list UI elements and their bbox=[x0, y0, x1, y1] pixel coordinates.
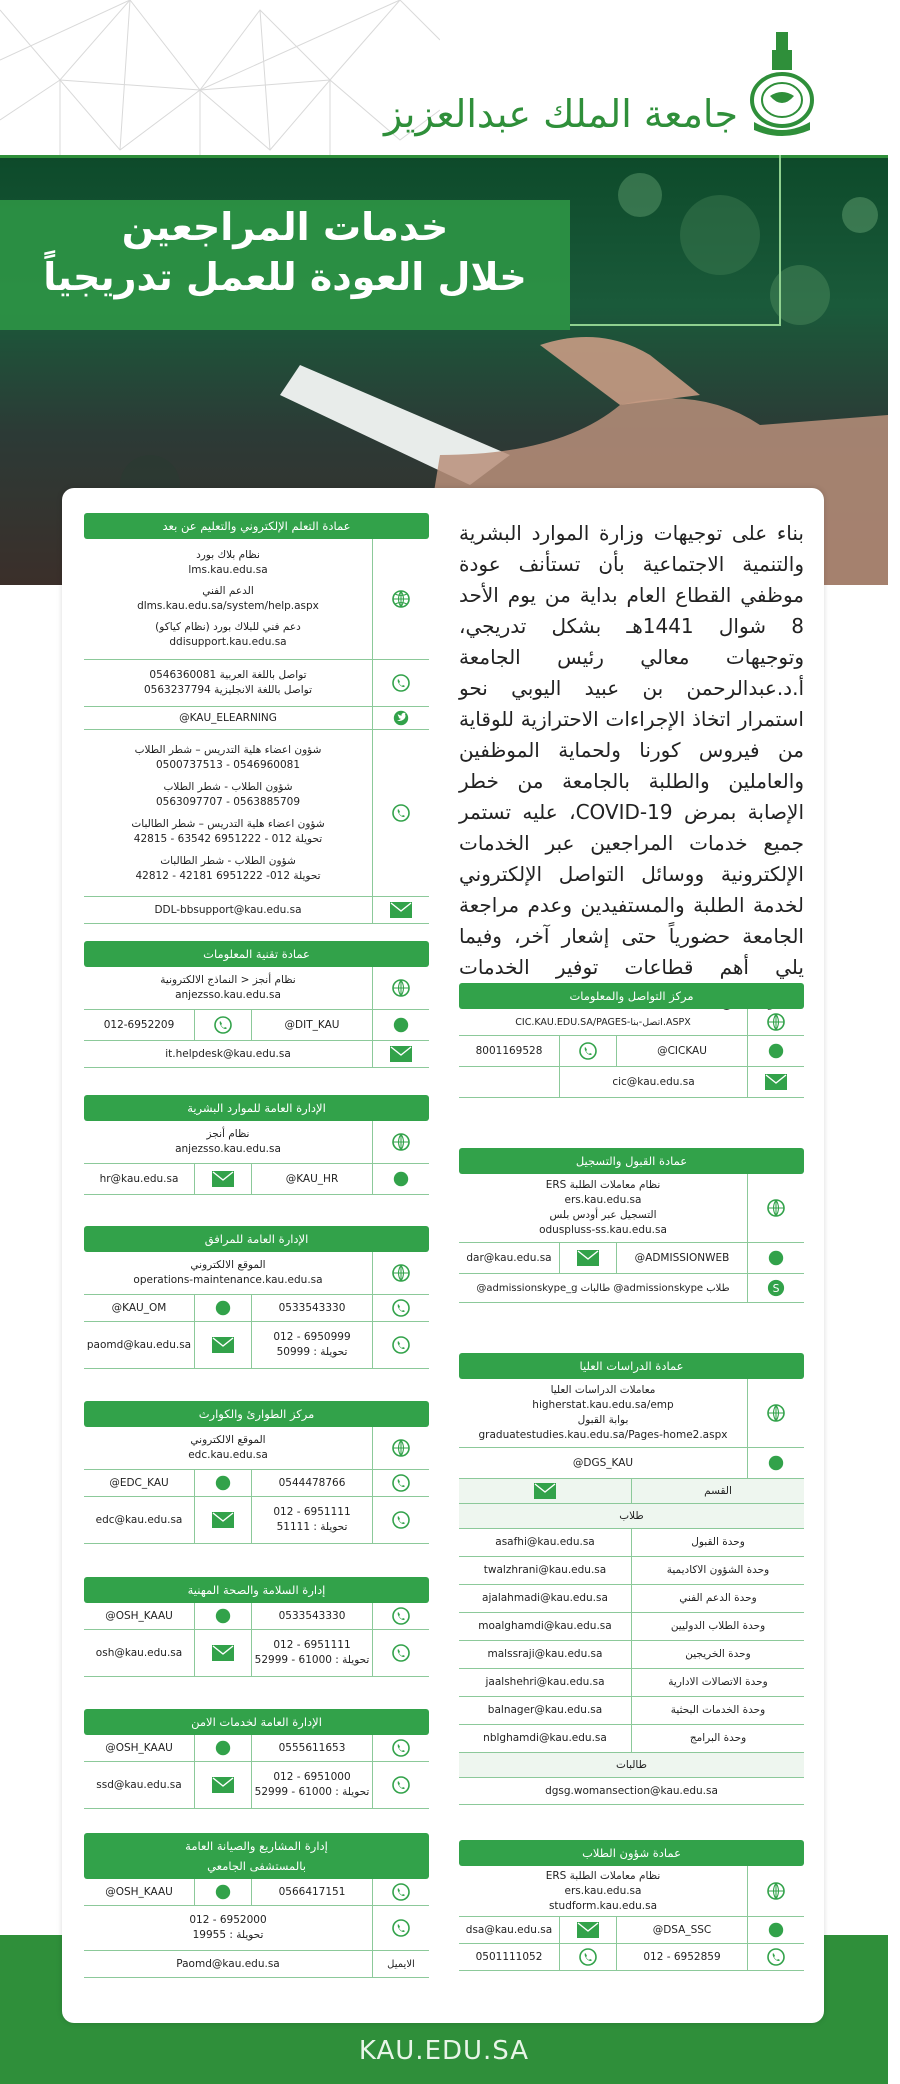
web-info bbox=[84, 1427, 372, 1469]
text-line: 0563237794 تواصل باللغة الانجليزية bbox=[143, 684, 313, 696]
hero-title-line2: خلال العودة للعمل تدريجياً bbox=[43, 255, 527, 299]
twitter-icon bbox=[194, 1295, 251, 1321]
link[interactable]: edc.kau.edu.sa bbox=[188, 1449, 268, 1461]
intro-paragraph: بناء على توجيهات وزارة الموارد البشرية والتنمية الاجتماعية بأن تستأنف عودة موظفي القطاع العام بداية من يوم الأحد 8 شوال 1441هـ بشكل تدريجي، وتوجيهات معالي رئيس الجامعة أ.د.عبدالرحمن بن عبيد اليوبي نحو استمرار اتخاذ الإجراءات الاحترازية للوقاية من فيروس كورنا ولحماية الموظفين والعاملين والطلبة بالجامعة من خطر الإصابة بمرض COVID-19، عليه تستمر جميع خدمات المراجعين عبر الخدمات الإلكترونية ووسائل التواصل الإلكتروني لخدمة الطلبة والمستفيدين وعدم مراجعة الجامعة حضورياً حتى إشعار آخر، وفيما يلي أهم قطاعات توفير الخدمات bbox=[459, 521, 804, 979]
text-line: 42812 - 42181 تحويلة 012- 6951222 bbox=[135, 869, 321, 882]
section-title bbox=[84, 1833, 429, 1879]
section-title: الإدارة العامة للمرافق bbox=[84, 1226, 429, 1252]
text-line: شؤون الطلاب - شطر الطالبات bbox=[160, 854, 296, 867]
email-link[interactable]: Paomd@kau.edu.sa bbox=[176, 1957, 280, 1970]
male-label: طلاب bbox=[459, 1504, 804, 1529]
web-info bbox=[84, 1252, 372, 1294]
globe-icon bbox=[747, 1174, 804, 1242]
phone-icon bbox=[372, 1762, 429, 1808]
email-link[interactable]: balnager@kau.edu.sa bbox=[487, 1704, 603, 1716]
twitter-handle[interactable]: @EDC_KAU bbox=[109, 1476, 169, 1489]
text-line: دعم فني للبلاك بورد (نظام كياكو) bbox=[155, 621, 301, 633]
mail-icon bbox=[372, 1041, 429, 1067]
phone-icon bbox=[372, 1906, 429, 1950]
web-info bbox=[459, 1174, 747, 1242]
text-line: تحويلة : 61000 - 52999 bbox=[254, 1654, 370, 1666]
text-line: الموقع الالكتروني bbox=[190, 1259, 266, 1271]
section-student-affairs bbox=[459, 1840, 804, 1971]
whatsapp-number[interactable]: 0501111052 bbox=[475, 1950, 543, 1963]
text-line: 012 - 6951111 bbox=[273, 1639, 351, 1651]
twitter-handle[interactable]: @KAU_OM bbox=[111, 1301, 167, 1314]
whatsapp-number[interactable]: 0555611653 bbox=[251, 1735, 372, 1761]
web-info bbox=[84, 539, 372, 659]
section-it bbox=[84, 941, 429, 1068]
table-row bbox=[459, 1557, 804, 1585]
globe-icon bbox=[747, 1379, 804, 1447]
phone-icon bbox=[372, 1322, 429, 1368]
web-info bbox=[459, 1379, 747, 1447]
whatsapp-icon bbox=[559, 1944, 616, 1970]
whatsapp-icon bbox=[372, 1295, 429, 1321]
section-title: عمادة القبول والتسجيل bbox=[459, 1148, 804, 1174]
link[interactable]: anjezsso.kau.edu.sa bbox=[175, 1143, 281, 1155]
geometric-pattern bbox=[0, 0, 440, 155]
twitter-icon bbox=[372, 1010, 429, 1040]
twitter-handle[interactable]: @DGS_KAU bbox=[572, 1456, 634, 1469]
empty-cell bbox=[459, 1067, 559, 1097]
web-info bbox=[84, 1121, 372, 1163]
section-title: عمادة التعلم الإلكتروني والتعليم عن بعد bbox=[84, 513, 429, 539]
title-line: إدارة المشاريع والصيانة العامة bbox=[185, 1839, 328, 1853]
text-line: تحويلة : 19955 bbox=[192, 1929, 264, 1941]
twitter-icon bbox=[194, 1879, 251, 1905]
email-link[interactable]: ajalahmadi@kau.edu.sa bbox=[482, 1592, 608, 1604]
dept-name: وحدة الخدمات البحثية bbox=[631, 1697, 804, 1724]
text-line: التسجيل عبر أودس بلس bbox=[549, 1209, 657, 1221]
mail-icon bbox=[194, 1762, 251, 1808]
whatsapp-icon bbox=[372, 1879, 429, 1905]
text-line: شؤون الطلاب - شطر الطلاب bbox=[163, 780, 293, 793]
phone-number[interactable]: 8001169528 bbox=[475, 1044, 543, 1057]
section-elearning bbox=[84, 513, 429, 924]
email-link[interactable]: ssd@kau.edu.sa bbox=[96, 1778, 182, 1791]
section-comm-center bbox=[459, 983, 804, 1098]
text-line: الدعم الفني bbox=[202, 585, 254, 597]
section-title: مركز الطوارئ والكوارث bbox=[84, 1401, 429, 1427]
text-line: 012 - 6951111 bbox=[273, 1506, 351, 1518]
email-link[interactable]: hr@kau.edu.sa bbox=[99, 1172, 179, 1185]
table-row bbox=[459, 1669, 804, 1697]
text-line: شؤون اعضاء هلية التدريس – شطر الطلاب bbox=[134, 743, 322, 756]
section-title: الإدارة العامة للموارد البشرية bbox=[84, 1095, 429, 1121]
table-row bbox=[459, 1725, 804, 1753]
globe-icon bbox=[372, 1121, 429, 1163]
text-line: نظام بلاك بورد bbox=[196, 549, 260, 561]
text-line: 012 - 6952000 bbox=[189, 1914, 267, 1926]
mail-icon bbox=[372, 897, 429, 923]
email-link[interactable]: jaalshehri@kau.edu.sa bbox=[485, 1676, 605, 1688]
skype-handles[interactable]: @admissionskype_g طالبات @admissionskype طلاب bbox=[476, 1282, 730, 1294]
twitter-icon bbox=[194, 1603, 251, 1629]
section-facilities bbox=[84, 1226, 429, 1369]
graduate-table bbox=[459, 1529, 804, 1753]
mail-icon bbox=[559, 1243, 616, 1273]
phone-info bbox=[251, 1630, 372, 1676]
table-row bbox=[459, 1697, 804, 1725]
text-line: ERS نظام معاملات الطلبة bbox=[545, 1179, 661, 1191]
whatsapp-icon bbox=[372, 660, 429, 706]
text-line: 0546360081 تواصل باللغة العربية bbox=[149, 669, 307, 681]
email-link[interactable]: moalghamdi@kau.edu.sa bbox=[478, 1620, 612, 1632]
phone-number[interactable]: 012 - 6952859 bbox=[616, 1944, 747, 1970]
whatsapp-icon bbox=[372, 1603, 429, 1629]
section-title: مركز التواصل والمعلومات bbox=[459, 983, 804, 1009]
web-info bbox=[84, 967, 372, 1009]
text-line: 012 - 6951000 bbox=[273, 1771, 351, 1783]
twitter-icon bbox=[747, 1917, 804, 1943]
web-link[interactable]: CIC.KAU.EDU.SA/PAGES-اتصل-بنا.ASPX bbox=[515, 1016, 691, 1028]
whatsapp-number[interactable]: 0533543330 bbox=[251, 1295, 372, 1321]
globe-icon bbox=[747, 1866, 804, 1916]
twitter-handle[interactable]: @DSA_SSC bbox=[616, 1917, 747, 1943]
link[interactable]: higherstat.kau.edu.sa/emp bbox=[532, 1399, 674, 1411]
text-line: نظام أنجز bbox=[206, 1128, 250, 1140]
link[interactable]: ers.kau.edu.sa bbox=[564, 1194, 642, 1206]
text-line: معاملات الدراسات العليا bbox=[550, 1384, 656, 1396]
text-line: تحويلة : 51111 bbox=[276, 1521, 348, 1533]
female-label: طالبات bbox=[459, 1753, 804, 1778]
email-link[interactable]: dgsg.womansection@kau.edu.sa bbox=[545, 1784, 718, 1797]
twitter-handle[interactable]: @DIT_KAU bbox=[251, 1010, 372, 1040]
mail-icon bbox=[747, 1067, 804, 1097]
text-line: 0563097707 - 0563885709 bbox=[155, 795, 301, 808]
dept-header: القسم bbox=[631, 1479, 804, 1503]
phone-icon bbox=[372, 1630, 429, 1676]
twitter-icon bbox=[747, 1448, 804, 1478]
mail-icon bbox=[194, 1164, 251, 1194]
email-link[interactable]: edc@kau.edu.sa bbox=[95, 1513, 183, 1526]
twitter-handle[interactable]: @OSH_KAAU bbox=[105, 1741, 173, 1754]
phone-icon bbox=[747, 1944, 804, 1970]
section-title: عمادة تقنية المعلومات bbox=[84, 941, 429, 967]
twitter-handle[interactable]: @OSH_KAAU bbox=[105, 1609, 173, 1622]
globe-icon bbox=[372, 967, 429, 1009]
text-line: الموقع الالكتروني bbox=[190, 1434, 266, 1446]
whatsapp-number[interactable]: 0533543330 bbox=[251, 1603, 372, 1629]
footer-site[interactable]: KAU.EDU.SA bbox=[358, 2036, 530, 2066]
text-line: شؤون اعضاء هلية التدريس – شطر الطالبات bbox=[131, 817, 325, 830]
hero-title-line1: خدمات المراجعين bbox=[121, 205, 449, 249]
phone-info bbox=[84, 1906, 372, 1950]
globe-icon bbox=[372, 1252, 429, 1294]
email-label: الايميل bbox=[372, 1951, 429, 1977]
twitter-icon bbox=[194, 1735, 251, 1761]
mail-icon bbox=[559, 1917, 616, 1943]
table-row bbox=[459, 1641, 804, 1669]
dept-name: وحدة الطلاب الدوليين bbox=[631, 1613, 804, 1640]
text-line: 012 - 6950999 bbox=[273, 1331, 351, 1343]
section-hr bbox=[84, 1095, 429, 1195]
section-title: الإدارة العامة لخدمات الامن bbox=[84, 1709, 429, 1735]
twitter-icon bbox=[372, 1164, 429, 1194]
link[interactable]: anjezsso.kau.edu.sa bbox=[175, 989, 281, 1001]
twitter-handle[interactable]: @KAU_HR bbox=[251, 1164, 372, 1194]
section-title: إدارة السلامة والصحة المهنية bbox=[84, 1577, 429, 1603]
dept-name: وحدة البرامج bbox=[631, 1725, 804, 1752]
web-info bbox=[459, 1866, 747, 1916]
section-admission bbox=[459, 1148, 804, 1303]
link[interactable]: ddisupport.kau.edu.sa bbox=[169, 636, 287, 648]
table-row bbox=[459, 1529, 804, 1557]
text-line: 42815 - 63542 تحويلة 012 - 6951222 bbox=[133, 832, 323, 845]
university-logo-icon bbox=[746, 30, 818, 140]
phone-info bbox=[251, 1497, 372, 1543]
email-link[interactable]: dsa@kau.edu.sa bbox=[465, 1923, 553, 1936]
email-link[interactable]: it.helpdesk@kau.edu.sa bbox=[165, 1047, 291, 1060]
link[interactable]: oduspluss-ss.kau.edu.sa bbox=[539, 1224, 667, 1236]
section-projects bbox=[84, 1833, 429, 1978]
twitter-icon bbox=[372, 707, 429, 729]
table-row bbox=[459, 1613, 804, 1641]
section-emergency bbox=[84, 1401, 429, 1544]
text-line: بوابة القبول bbox=[577, 1414, 629, 1426]
svg-text:S: S bbox=[772, 1282, 780, 1296]
email-link[interactable]: cic@kau.edu.sa bbox=[559, 1067, 747, 1097]
section-graduate bbox=[459, 1353, 804, 1805]
twitter-handle[interactable]: @KAU_ELEARNING bbox=[179, 711, 277, 724]
text-line: ERS نظام معاملات الطلبة bbox=[545, 1869, 661, 1882]
twitter-icon bbox=[194, 1470, 251, 1496]
header bbox=[0, 0, 888, 155]
phone-icon bbox=[372, 730, 429, 896]
whatsapp-number[interactable]: 0566417151 bbox=[251, 1879, 372, 1905]
content-card bbox=[62, 488, 824, 2023]
link[interactable]: ers.kau.edu.sa bbox=[564, 1884, 642, 1897]
email-link[interactable]: paomd@kau.edu.sa bbox=[86, 1338, 192, 1351]
email-link[interactable]: DDL-bbsupport@kau.edu.sa bbox=[154, 903, 302, 916]
link[interactable]: dlms.kau.edu.sa/system/help.aspx bbox=[137, 600, 319, 612]
email-link[interactable]: malssraji@kau.edu.sa bbox=[487, 1648, 603, 1660]
dept-name: وحدة الاتصالات الادارية bbox=[631, 1669, 804, 1696]
section-title: عمادة شؤون الطلاب bbox=[459, 1840, 804, 1866]
twitter-icon bbox=[747, 1036, 804, 1066]
globe-icon bbox=[372, 1427, 429, 1469]
phone-info bbox=[251, 1762, 372, 1808]
phone-number[interactable]: 012-6952209 bbox=[103, 1018, 175, 1031]
dept-name: وحدة الدعم الفني bbox=[631, 1585, 804, 1612]
text-line: نظام أنجز < النماذج الالكترونية bbox=[160, 974, 296, 986]
skype-icon bbox=[747, 1274, 804, 1302]
link[interactable]: graduatestudies.kau.edu.sa/Pages-home2.aspx bbox=[478, 1429, 728, 1441]
whatsapp-icon bbox=[372, 1470, 429, 1496]
title-line: بالمستشفى الجامعي bbox=[207, 1859, 306, 1873]
dept-name: وحدة القبول bbox=[631, 1529, 804, 1556]
text-line: تحويلة : 61000 - 52999 bbox=[254, 1786, 370, 1798]
twitter-handle[interactable]: @OSH_KAAU bbox=[105, 1885, 173, 1898]
twitter-handle[interactable]: @ADMISSIONWEB bbox=[616, 1243, 747, 1273]
phone-icon bbox=[559, 1036, 616, 1066]
mail-icon bbox=[459, 1479, 631, 1503]
twitter-handle[interactable]: @CICKAU bbox=[616, 1036, 747, 1066]
twitter-icon bbox=[747, 1243, 804, 1273]
phone-info bbox=[251, 1322, 372, 1368]
link[interactable]: operations-maintenance.kau.edu.sa bbox=[133, 1274, 323, 1286]
mail-icon bbox=[194, 1497, 251, 1543]
dept-name: وحدة الشؤون الاكاديمية bbox=[631, 1557, 804, 1584]
link[interactable]: studform.kau.edu.sa bbox=[548, 1899, 658, 1912]
email-link[interactable]: nblghamdi@kau.edu.sa bbox=[483, 1732, 607, 1744]
mail-icon bbox=[194, 1322, 251, 1368]
university-name: جامعة الملك عبدالعزيز bbox=[383, 92, 738, 136]
mail-icon bbox=[194, 1630, 251, 1676]
dept-name: وحدة الخريجين bbox=[631, 1641, 804, 1668]
link[interactable]: lms.kau.edu.sa bbox=[188, 564, 268, 576]
globe-icon bbox=[747, 1009, 804, 1035]
text-line: 0500737513 - 0546960081 bbox=[155, 758, 301, 771]
email-link[interactable]: dar@kau.edu.sa bbox=[466, 1251, 552, 1264]
text-line: تحويلة : 50999 bbox=[276, 1346, 348, 1358]
section-safety bbox=[84, 1577, 429, 1677]
section-title: عمادة الدراسات العليا bbox=[459, 1353, 804, 1379]
whatsapp-icon bbox=[372, 1735, 429, 1761]
whatsapp-number[interactable]: 0544478766 bbox=[251, 1470, 372, 1496]
email-link[interactable]: asafhi@kau.edu.sa bbox=[495, 1536, 595, 1548]
whatsapp-info bbox=[84, 660, 372, 706]
globe-icon bbox=[372, 539, 429, 659]
section-security bbox=[84, 1709, 429, 1809]
phone-info bbox=[84, 730, 372, 896]
email-link[interactable]: osh@kau.edu.sa bbox=[95, 1646, 183, 1659]
phone-icon bbox=[194, 1010, 251, 1040]
email-link[interactable]: twalzhrani@kau.edu.sa bbox=[483, 1564, 607, 1576]
table-row bbox=[459, 1585, 804, 1613]
phone-icon bbox=[372, 1497, 429, 1543]
